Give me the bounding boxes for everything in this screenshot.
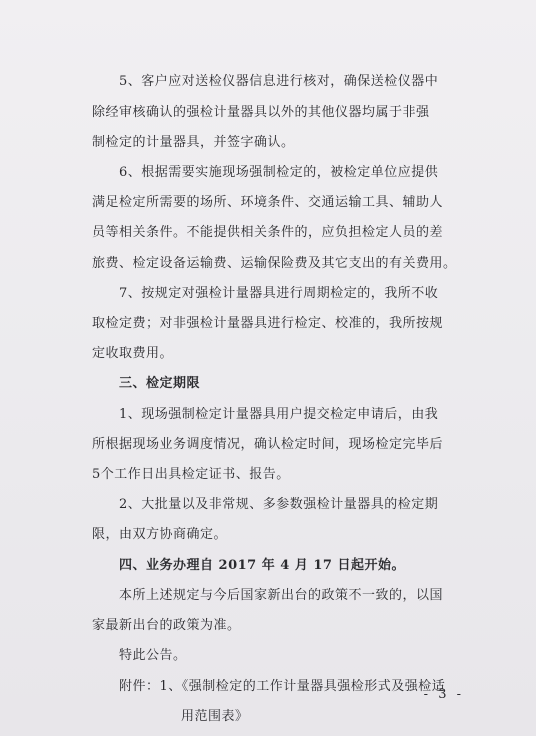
text-line-8: 7、按规定对强检计量器具进行周期检定的，我所不收 — [119, 286, 439, 301]
text-line-9: 取检定费；对非强检计量器具进行检定、校准的，我所按规 — [92, 316, 444, 331]
section-heading-4: 四、业务办理自 2017 年 4 月 17 日起开始。 — [119, 558, 405, 573]
text-line-13: 所根据现场业务调度情况，确认检定时间，现场检定完毕后 — [92, 437, 444, 452]
text-line-3: 制检定的计量器具，并签字确认。 — [92, 135, 295, 150]
attachment-line-2: 用范围表》 — [181, 709, 249, 724]
text-line-12: 1、现场强制检定计量器具用户提交检定申请后，由我 — [119, 407, 439, 422]
text-line-5: 满足检定所需要的场所、环境条件、交通运输工具、辅助人 — [92, 195, 444, 210]
attachment-line-1: 附件：1、《强制检定的工作计量器具强检形式及强检适 — [119, 679, 446, 694]
text-line-16: 限，由双方协商确定。 — [92, 527, 228, 542]
text-line-18: 本所上述规定与今后国家新出台的政策不一致的，以国 — [119, 588, 444, 603]
text-line-7: 旅费、检定设备运输费、运输保险费及其它支出的有关费用。 — [92, 256, 457, 271]
text-line-19: 家最新出台的政策为准。 — [92, 618, 241, 633]
text-line-1: 5、客户应对送检仪器信息进行核对，确保送检仪器中 — [119, 74, 439, 89]
text-line-2: 除经审核确认的强检计量器具以外的其他仪器均属于非强 — [92, 105, 430, 120]
text-line-4: 6、根据需要实施现场强制检定的，被检定单位应提供 — [119, 165, 439, 180]
section-heading-3: 三、检定期限 — [119, 376, 201, 391]
page-number: - 3 - — [423, 687, 464, 702]
text-line-15: 2、大批量以及非常规、多参数强检计量器具的检定期 — [119, 497, 439, 512]
text-line-6: 员等相关条件。不能提供相关条件的，应负担检定人员的差 — [92, 225, 444, 240]
text-line-20: 特此公告。 — [119, 648, 187, 663]
text-line-10: 定收取费用。 — [92, 346, 174, 361]
text-line-14: 5个工作日出具检定证书、报告。 — [92, 467, 290, 482]
